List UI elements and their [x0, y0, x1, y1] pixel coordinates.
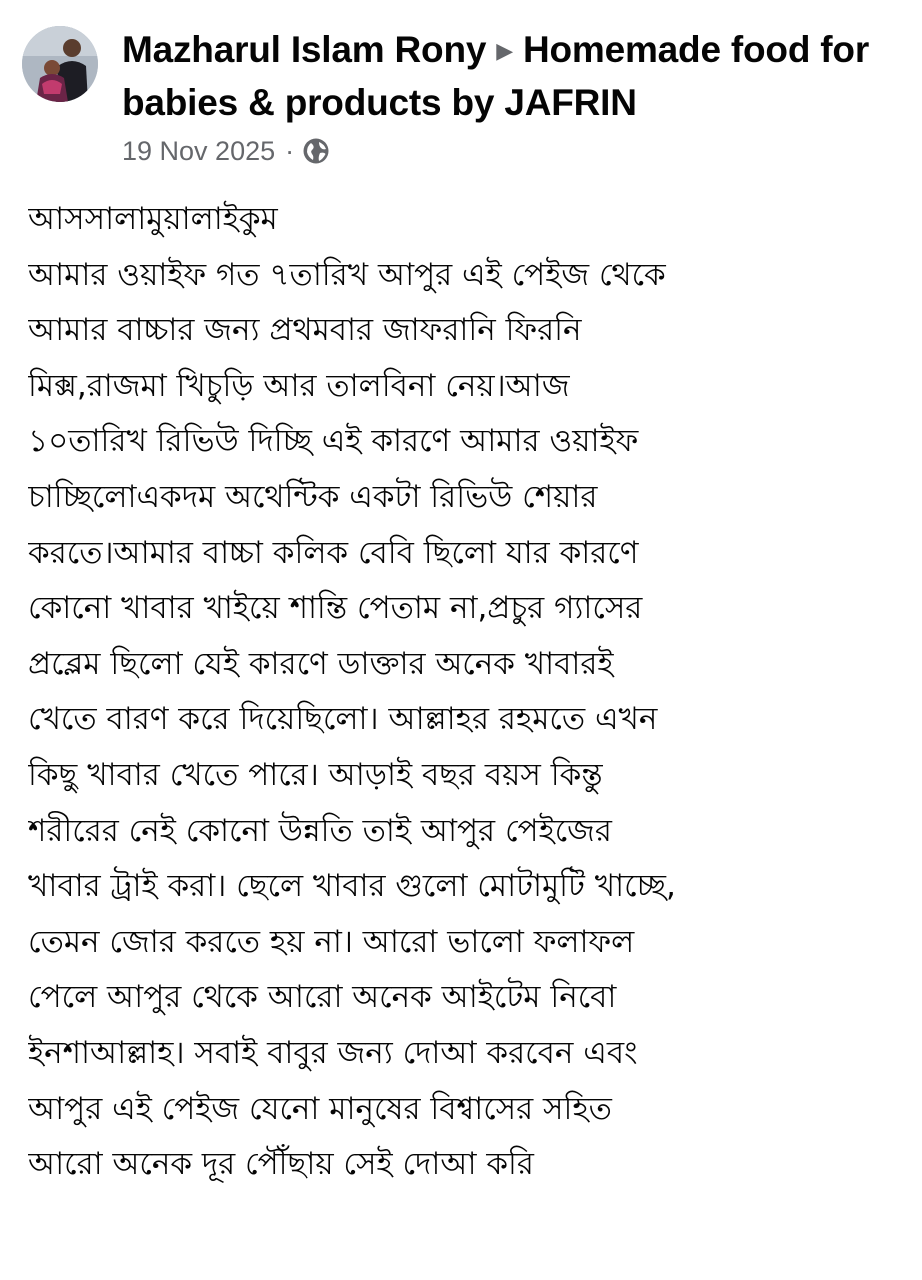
post-body-line: পেলে আপুর থেকে আরো অনেক আইটেম নিবো: [28, 979, 617, 1016]
post-body-line: আরো অনেক দূর পৌঁছায় সেই দোআ করি: [28, 1146, 534, 1183]
post-body-line: করতে।আমার বাচ্চা কলিক বেবি ছিলো যার কারণে: [28, 534, 639, 571]
post-body-line: ইনশাআল্লাহ। সবাই বাবুর জন্য দোআ করবেন এবং: [28, 1034, 638, 1071]
post-body-line: কিছু খাবার খেতে পারে। আড়াই বছর বয়স কিন্তু: [28, 756, 603, 793]
post-body-line: খেতে বারণ করে দিয়েছিলো। আল্লাহর রহমতে এখন: [28, 701, 658, 738]
post-body-line: আসসালামুয়ালাইকুম: [28, 201, 278, 237]
post-body-line: ১০তারিখ রিভিউ দিচ্ছি এই কারণে আমার ওয়াইফ: [28, 423, 639, 460]
post-body-line: কোনো খাবার খাইয়ে শান্তি পেতাম না,প্রচুর গ্যাসের: [28, 590, 643, 627]
group-name-link[interactable]: Homemade food for babies & products by JAFRIN: [122, 29, 870, 123]
post-body-line: মিক্স,রাজমা খিচুড়ি আর তালবিনা নেয়।আজ: [28, 367, 570, 404]
post-body: [28, 192, 900, 1193]
meta-separator: ·: [285, 135, 295, 166]
avatar-photo: [22, 26, 98, 102]
post-body-line: আমার বাচ্চার জন্য প্রথমবার জাফরানি ফিরনি: [28, 312, 582, 349]
right-triangle-icon: ▶: [496, 38, 513, 63]
post-body-line: আপুর এই পেইজ যেনো মানুষের বিশ্বাসের সহিত: [28, 1090, 612, 1127]
post-body-line: শরীরের নেই কোনো উন্নতি তাই আপুর পেইজের: [28, 812, 612, 849]
author-name-link[interactable]: Mazharul Islam Rony: [122, 29, 487, 70]
post-body-line: তেমন জোর করতে হয় না। আরো ভালো ফলাফল: [28, 923, 635, 960]
post-header-title: [122, 24, 902, 129]
post-date[interactable]: 19 Nov 2025: [122, 135, 276, 166]
post-body-line: প্রব্লেম ছিলো যেই কারণে ডাক্তার অনেক খাবারই: [28, 645, 614, 682]
globe-icon[interactable]: [302, 137, 330, 165]
post-meta: [122, 131, 330, 171]
author-avatar[interactable]: [22, 26, 98, 102]
post-body-line: খাবার ট্রাই করা। ছেলে খাবার গুলো মোটামুটি খাচ্ছে,: [28, 868, 676, 905]
post-body-line: আমার ওয়াইফ গত ৭তারিখ আপুর এই পেইজ থেকে: [28, 256, 666, 293]
post-body-line: চাচ্ছিলোএকদম অথেন্টিক একটা রিভিউ শেয়ার: [28, 478, 598, 515]
